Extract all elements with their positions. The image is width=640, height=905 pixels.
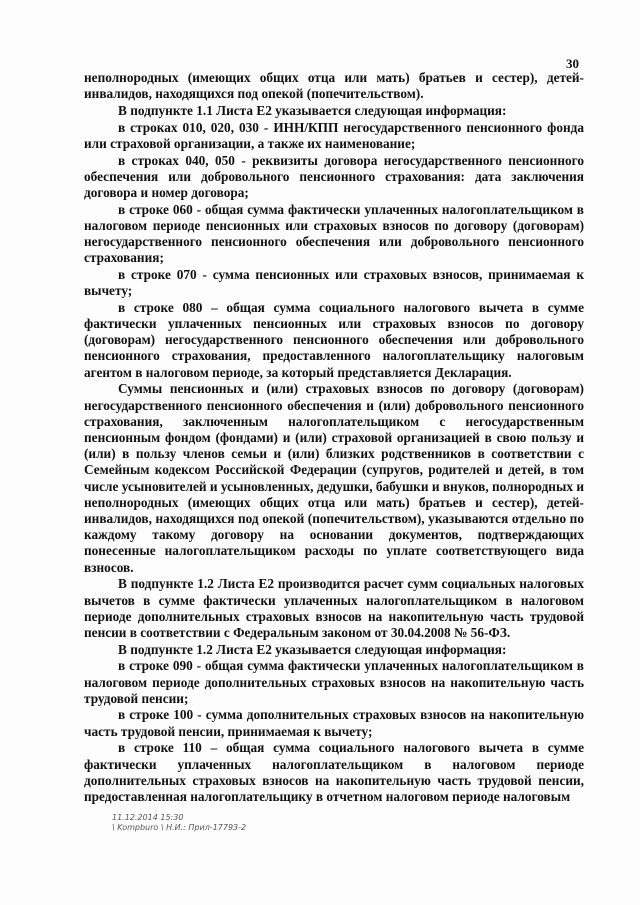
paragraph: в строке 060 - общая сумма фактически уплаченных налогоплательщиком в налоговом периоде пенсионных или страховых взносов по договору (договорам) негосударственного пенсионного обеспечения или добровольного пенсионного страхования;: [84, 201, 584, 266]
print-stamp: [112, 813, 246, 833]
paragraph: в строке 070 - сумма пенсионных или страховых взносов, принимаемая к вычету;: [84, 266, 584, 299]
paragraph: в строках 010, 020, 030 - ИНН/КПП негосударственного пенсионного фонда или страховой организации, а также их наименование;: [84, 119, 584, 151]
paragraph: в строке 110 – общая сумма социального налогового вычета в сумме фактически уплаченных налогоплательщиком в налоговом периоде дополнительных страховых взносов на накопительную часть трудовой пенсии, предоставленная налогоплательщику в отчетном налоговом периоде налоговым: [84, 740, 584, 804]
document-body: [84, 70, 584, 806]
paragraph: в строке 080 – общая сумма социального налогового вычета в сумме фактически уплаченных пенсионных или страховых взносов по договору (договорам) негосударственного пенсионного обеспечения или добровольного пенсионного страхования, предоставленного налогоплательщику налоговым агентом в налоговом периоде, за который представляется Декларация.: [84, 299, 584, 380]
paragraph: В подпункте 1.2 Листа Е2 указывается следующая информация:: [118, 641, 507, 657]
page-number: 30: [566, 56, 579, 71]
file-path: \ Kompburo \ Н.И.: Прил-17793-2: [112, 823, 247, 832]
paragraph: Суммы пенсионных и (или) страховых взносов по договору (договорам) негосударственного пенсионного обеспечения и (или) добровольного пенсионного страхования, заключенным налогоплательщиком с негосударственным пенсионным фондом (фондами) и (или) страховой организацией в свою пользу и (или) в пользу членов семьи и (или) близких родственников в соответствии с Семейным кодексом Российской Федерации (супругов, родителей и детей, в том числе усыновителей и усыновленных, дедушки, бабушки и внуков, полнородных и неполнородных (имеющих общих отца или мать) братьев и сестер), детей-инвалидов, находящихся под опекой (попечительством), указываются отдельно по каждому такому договору на основании документов, подтверждающих понесенные налогоплательщиком расходы по уплате соответствующего вида взносов.: [84, 381, 584, 575]
paragraph: В подпункте 1.2 Листа Е2 производится расчет сумм социальных налоговых вычетов в сумме фактически уплаченных налогоплательщиком в налоговом периоде дополнительных страховых взносов на накопительную часть трудовой пенсии в соответствии с Федеральным законом от 30.04.2008 № 56-ФЗ.: [84, 576, 584, 640]
paragraph: В подпункте 1.1 Листа Е2 указывается следующая информация:: [118, 102, 507, 118]
paragraph: в строке 100 - сумма дополнительных страховых взносов на накопительную часть трудовой пенсии, принимаемая к вычету;: [84, 707, 584, 739]
paragraph: неполнородных (имеющих общих отца или мать) братьев и сестер), детей-инвалидов, находящихся под опекой (попечительством).: [84, 70, 584, 102]
paragraph: в строке 090 - общая сумма фактически уплаченных налогоплательщиком в налоговом периоде дополнительных страховых взносов на накопительную часть трудовой пенсии;: [84, 658, 584, 706]
print-timestamp: 11.12.2014 15:30: [112, 813, 184, 822]
paragraph: в строках 040, 050 - реквизиты договора негосударственного пенсионного обеспечения или добровольного пенсионного страхования: дата заключения договора и номер договора;: [84, 152, 584, 200]
